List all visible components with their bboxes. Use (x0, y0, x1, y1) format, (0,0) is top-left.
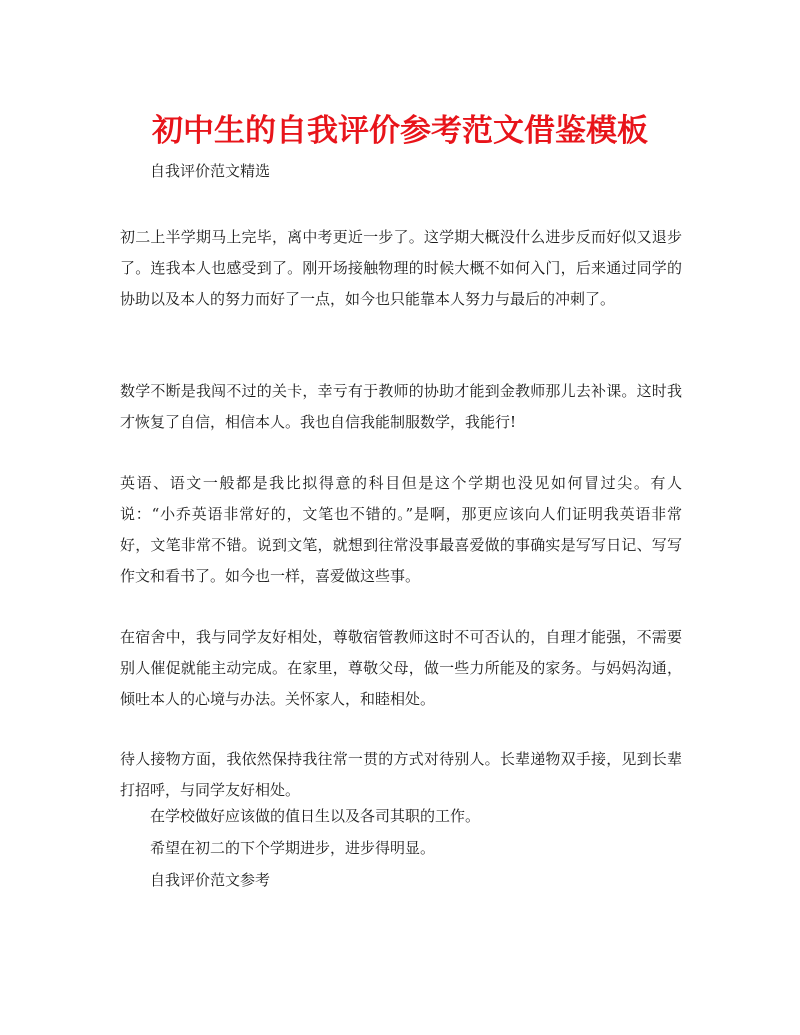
paragraph-manners: 待人接物方面，我依然保持我往常一贯的方式对待别人。长辈递物双手接，见到长辈打招呼，与同学友好相处。 (120, 750, 682, 799)
paragraph-physics: 初二上半学期马上完毕，离中考更近一步了。这学期大概没什么进步反而好似又退步了。连我本人也感受到了。刚开场接触物理的时候大概不如何入门，后来通过同学的协助以及本人的努力而好了一点，如今也只能靠本人努力与最后的冲刺了。 (120, 228, 682, 308)
paragraph-dorm-and-home: 在宿舍中，我与同学友好相处，尊敬宿管教师这时不可否认的，自理才能强，不需要别人催促就能主动完成。在家里，尊敬父母，做一些力所能及的家务。与妈妈沟通，倾吐本人的心境与办法。关怀家人，和睦相处。 (120, 628, 682, 708)
line-section-heading: 自我评价范文参考 (150, 871, 271, 889)
paragraph-languages: 英语、语文一般都是我比拟得意的科目但是这个学期也没见如何冒过尖。有人说：“小乔英语非常好的，文笔也不错的。”是啊，那更应该向人们证明我英语非常好，文笔非常不错。说到文笔，就想到往常没事最喜爱做的事确实是写写日记、写写作文和看书了。如今也一样，喜爱做这些事。 (120, 474, 682, 585)
line-duty: 在学校做好应该做的值日生以及各司其职的工作。 (150, 807, 481, 825)
document-subtitle: 自我评价范文精选 (150, 162, 271, 180)
document-title: 初中生的自我评价参考范文借鉴模板 (152, 113, 648, 149)
line-hope: 希望在初二的下个学期进步，进步得明显。 (150, 839, 436, 857)
paragraph-math: 数学不断是我闯不过的关卡，幸亏有于教师的协助才能到金教师那儿去补课。这时我才恢复了自信，相信本人。我也自信我能制服数学，我能行! (120, 382, 682, 431)
